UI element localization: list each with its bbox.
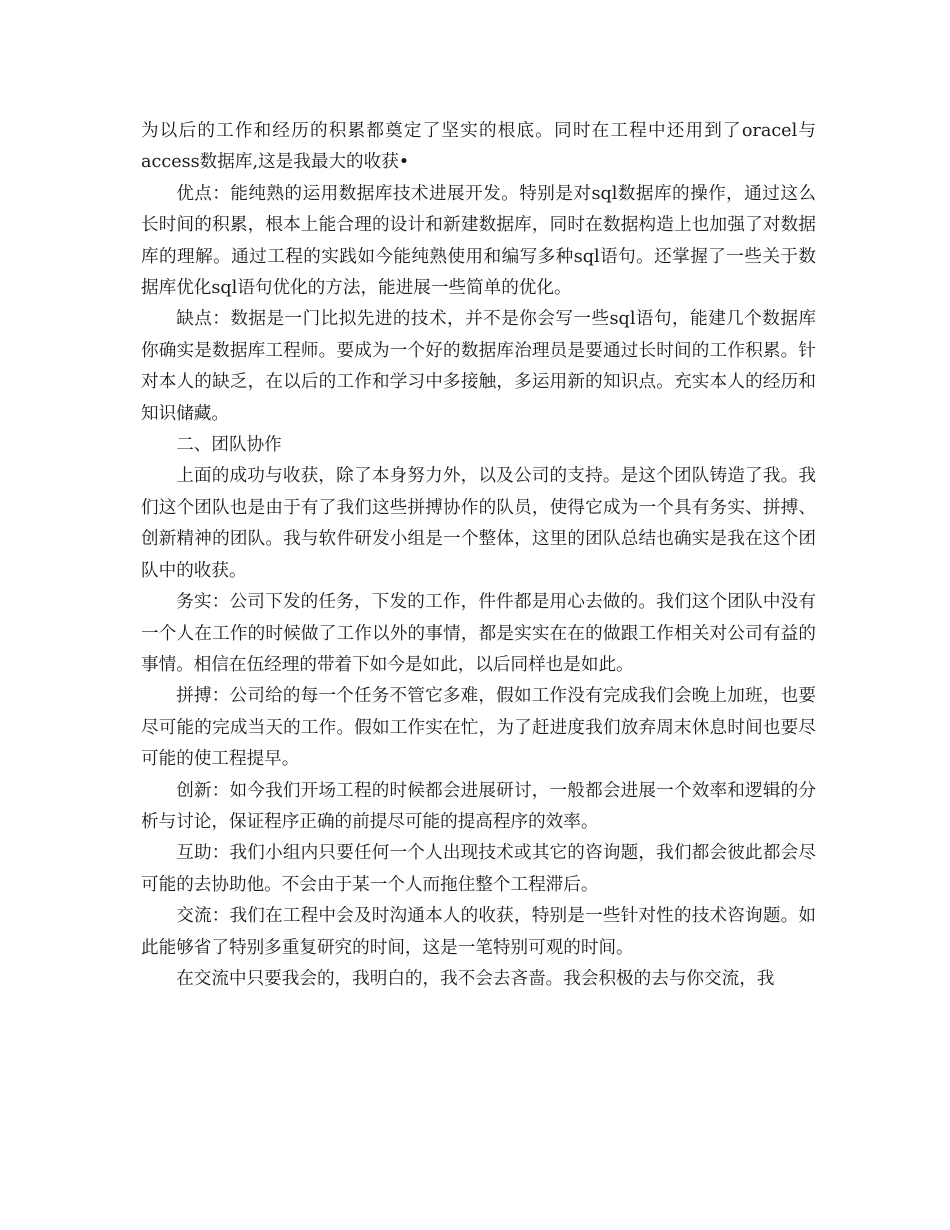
paragraph-8: 创新：如今我们开场工程的时候都会进展研讨，一般都会进展一个效率和逻辑的分析与讨论，保证程序正确的前提尽可能的提高程序的效率。 [141,780,816,832]
paragraph-11: 在交流中只要我会的，我明白的，我不会去吝啬。我会积极的去与你交流，我 [176,968,775,989]
document-body [141,116,816,995]
paragraph-9: 互助：我们小组内只要任何一个人出现技术或其它的咨询题，我们都会彼此都会尽可能的去协助他。不会由于某一个人而拖住整个工程滞后。 [141,843,816,895]
paragraph-3: 缺点：数据是一门比拟先进的技术，并不是你会写一些sql语句，能建几个数据库你确实是数据库工程师。要成为一个好的数据库治理员是要通过长时间的工作积累。针对本人的缺乏，在以后的工作和学习中多接触，多运用新的知识点。充实本人的经历和知识储藏。 [141,309,816,424]
paragraph-7: 拼搏：公司给的每一个任务不管它多难，假如工作没有完成我们会晚上加班，也要尽可能的完成当天的工作。假如工作实在忙，为了赶进度我们放弃周末休息时间也要尽可能的使工程提早。 [141,686,816,770]
section-heading-team: 二、团队协作 [176,435,282,456]
paragraph-1: 为以后的工作和经历的积累都奠定了坚实的根底。同时在工程中还用到了oracel与access数据库,这是我最大的收获• [141,121,816,173]
paragraph-6: 务实：公司下发的任务，下发的工作，件件都是用心去做的。我们这个团队中没有一个人在工作的时候做了工作以外的事情，都是实实在在的做跟工作相关对公司有益的事情。相信在伍经理的带着下如今是如此，以后同样也是如此。 [141,592,816,675]
paragraph-2: 优点：能纯熟的运用数据库技术进展开发。特别是对sql数据库的操作，通过这么长时间的积累，根本上能合理的设计和新建数据库，同时在数据构造上也加强了对数据库的理解。通过工程的实践如今能纯熟使用和编写多种sql语句。还掌握了一些关于数据库优化sql语句优化的方法，能进展一些简单的优化。 [141,183,816,299]
paragraph-10: 交流：我们在工程中会及时沟通本人的收获，特别是一些针对性的技术咨询题。如此能够省了特别多重复研究的时间，这是一笔特别可观的时间。 [141,906,816,958]
paragraph-5: 上面的成功与收获，除了本身努力外，以及公司的支持。是这个团队铸造了我。我们这个团队也是由于有了我们这些拼搏协作的队员，使得它成为一个具有务实、拼搏、创新精神的团队。我与软件研发小组是一个整体，这里的团队总结也确实是我在这个团队中的收获。 [141,466,816,581]
